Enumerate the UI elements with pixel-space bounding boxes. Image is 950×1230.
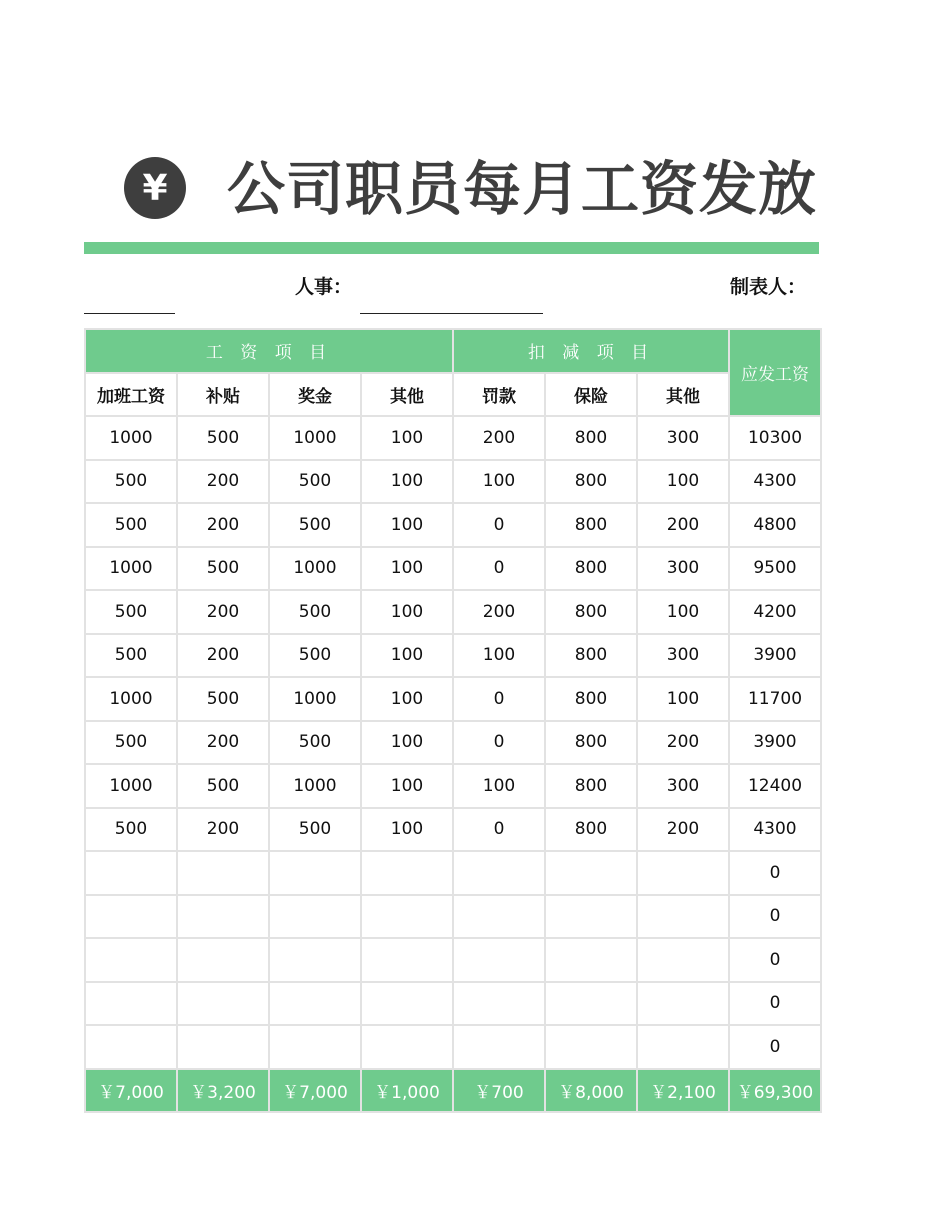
table-cell: 800 <box>545 460 637 504</box>
table-cell: 500 <box>269 503 361 547</box>
table-cell: 4300 <box>729 460 821 504</box>
net-pay-header: 应发工资 <box>729 329 821 416</box>
table-row <box>85 764 821 808</box>
table-cell: 100 <box>453 634 545 678</box>
table-row <box>85 634 821 678</box>
table-cell: 1000 <box>269 547 361 591</box>
table-cell <box>177 1025 269 1069</box>
table-cell: 100 <box>361 808 453 852</box>
table-cell <box>545 851 637 895</box>
table-cell: 11700 <box>729 677 821 721</box>
table-cell: 300 <box>637 547 729 591</box>
table-cell: 800 <box>545 677 637 721</box>
table-cell: 800 <box>545 721 637 765</box>
hr-signature-line <box>360 313 543 314</box>
table-cell <box>453 938 545 982</box>
yen-icon: ¥ <box>124 157 186 219</box>
table-cell: 100 <box>361 764 453 808</box>
signature-line-left <box>84 313 175 314</box>
header-allowance: 补贴 <box>177 373 269 417</box>
table-cell: 100 <box>453 460 545 504</box>
table-cell: 200 <box>453 416 545 460</box>
table-cell: 500 <box>85 503 177 547</box>
title-area <box>84 150 819 230</box>
table-cell: 0 <box>453 503 545 547</box>
table-cell <box>177 895 269 939</box>
table-row <box>85 503 821 547</box>
table-cell: 4200 <box>729 590 821 634</box>
table-cell: 4800 <box>729 503 821 547</box>
table-cell: 1000 <box>85 677 177 721</box>
page-title: 公司职员每月工资发放 <box>227 155 818 223</box>
table-row <box>85 547 821 591</box>
table-cell: 100 <box>637 590 729 634</box>
header-insurance: 保险 <box>545 373 637 417</box>
table-cell: 200 <box>637 503 729 547</box>
table-row <box>85 938 821 982</box>
table-cell <box>545 1025 637 1069</box>
table-cell: 500 <box>269 590 361 634</box>
table-cell: 100 <box>637 677 729 721</box>
table-cell: 0 <box>729 851 821 895</box>
table-cell: 10300 <box>729 416 821 460</box>
total-cell: ￥69,300 <box>729 1069 821 1113</box>
table-cell: 1000 <box>269 764 361 808</box>
table-cell: 200 <box>177 460 269 504</box>
table-cell: 1000 <box>85 764 177 808</box>
table-cell: 0 <box>729 895 821 939</box>
table-cell: 500 <box>177 416 269 460</box>
table-cell: 1000 <box>85 416 177 460</box>
table-cell <box>545 982 637 1026</box>
table-cell: 500 <box>177 547 269 591</box>
table-cell: 100 <box>361 721 453 765</box>
table-cell: 12400 <box>729 764 821 808</box>
table-row <box>85 851 821 895</box>
table-cell <box>361 895 453 939</box>
table-cell: 100 <box>361 590 453 634</box>
table-cell <box>85 895 177 939</box>
table-cell <box>269 895 361 939</box>
table-cell: 500 <box>269 460 361 504</box>
table-cell: 800 <box>545 547 637 591</box>
table-cell <box>545 895 637 939</box>
table-cell: 500 <box>85 590 177 634</box>
table-cell <box>637 938 729 982</box>
group-header-row <box>85 329 821 373</box>
table-cell: 100 <box>637 460 729 504</box>
table-cell: 3900 <box>729 721 821 765</box>
table-cell: 500 <box>85 634 177 678</box>
header-bonus: 奖金 <box>269 373 361 417</box>
table-cell <box>85 851 177 895</box>
total-cell: ￥2,100 <box>637 1069 729 1113</box>
table-cell: 0 <box>453 808 545 852</box>
table-cell: 200 <box>453 590 545 634</box>
table-cell <box>269 1025 361 1069</box>
table-cell: 0 <box>453 677 545 721</box>
table-cell: 300 <box>637 416 729 460</box>
table-cell: 800 <box>545 503 637 547</box>
sub-header-row <box>85 373 821 417</box>
table-row <box>85 677 821 721</box>
table-cell <box>361 938 453 982</box>
header-fine: 罚款 <box>453 373 545 417</box>
table-cell: 500 <box>85 460 177 504</box>
table-cell: 500 <box>269 808 361 852</box>
table-cell <box>361 1025 453 1069</box>
table-row <box>85 895 821 939</box>
table-cell <box>453 851 545 895</box>
table-row <box>85 416 821 460</box>
salary-items-header: 工 资 项 目 <box>85 329 453 373</box>
table-row <box>85 590 821 634</box>
table-cell: 0 <box>729 938 821 982</box>
table-cell <box>177 982 269 1026</box>
table-cell <box>453 982 545 1026</box>
maker-signature-label: 制表人： <box>730 276 807 298</box>
table-cell: 500 <box>269 634 361 678</box>
table-cell <box>545 938 637 982</box>
table-row <box>85 808 821 852</box>
table-cell: 500 <box>85 808 177 852</box>
table-cell: 500 <box>85 721 177 765</box>
table-cell <box>85 938 177 982</box>
table-cell <box>269 938 361 982</box>
table-cell: 800 <box>545 416 637 460</box>
title-underline-bar <box>84 242 819 254</box>
table-cell <box>453 1025 545 1069</box>
table-cell <box>85 1025 177 1069</box>
table-cell <box>637 982 729 1026</box>
table-cell: 200 <box>177 634 269 678</box>
total-cell: ￥8,000 <box>545 1069 637 1113</box>
table-cell: 100 <box>361 547 453 591</box>
table-cell: 100 <box>361 416 453 460</box>
table-cell <box>361 982 453 1026</box>
table-cell: 1000 <box>269 677 361 721</box>
table-cell: 200 <box>637 808 729 852</box>
table-row <box>85 460 821 504</box>
table-cell: 800 <box>545 590 637 634</box>
table-cell: 800 <box>545 764 637 808</box>
table-cell: 200 <box>177 808 269 852</box>
totals-row <box>85 1069 821 1113</box>
table-cell: 100 <box>361 503 453 547</box>
hr-signature-label: 人事： <box>295 276 353 298</box>
table-cell <box>177 938 269 982</box>
table-cell: 100 <box>361 677 453 721</box>
table-cell: 0 <box>453 547 545 591</box>
table-cell <box>453 895 545 939</box>
total-cell: ￥7,000 <box>85 1069 177 1113</box>
table-cell <box>637 1025 729 1069</box>
table-cell: 200 <box>177 590 269 634</box>
total-cell: ￥1,000 <box>361 1069 453 1113</box>
table-cell: 100 <box>453 764 545 808</box>
total-cell: ￥700 <box>453 1069 545 1113</box>
header-other-deduction: 其他 <box>637 373 729 417</box>
total-cell: ￥7,000 <box>269 1069 361 1113</box>
table-cell: 200 <box>177 721 269 765</box>
table-cell: 800 <box>545 808 637 852</box>
table-cell: 500 <box>269 721 361 765</box>
salary-table <box>84 328 822 1113</box>
table-cell: 100 <box>361 460 453 504</box>
table-cell: 200 <box>637 721 729 765</box>
table-cell: 500 <box>177 677 269 721</box>
table-cell: 800 <box>545 634 637 678</box>
table-row <box>85 721 821 765</box>
table-cell <box>361 851 453 895</box>
table-cell: 1000 <box>85 547 177 591</box>
total-cell: ￥3,200 <box>177 1069 269 1113</box>
table-cell: 500 <box>177 764 269 808</box>
table-cell <box>177 851 269 895</box>
table-cell <box>637 851 729 895</box>
header-other-income: 其他 <box>361 373 453 417</box>
table-cell: 0 <box>729 1025 821 1069</box>
table-cell: 3900 <box>729 634 821 678</box>
table-row <box>85 1025 821 1069</box>
table-cell <box>637 895 729 939</box>
table-cell <box>269 982 361 1026</box>
header-overtime: 加班工资 <box>85 373 177 417</box>
table-cell <box>269 851 361 895</box>
table-cell: 0 <box>729 982 821 1026</box>
table-cell: 100 <box>361 634 453 678</box>
table-cell <box>85 982 177 1026</box>
deduction-items-header: 扣 减 项 目 <box>453 329 729 373</box>
table-cell: 300 <box>637 634 729 678</box>
table-row <box>85 982 821 1026</box>
table-cell: 0 <box>453 721 545 765</box>
table-cell: 200 <box>177 503 269 547</box>
table-cell: 9500 <box>729 547 821 591</box>
table-cell: 4300 <box>729 808 821 852</box>
table-cell: 1000 <box>269 416 361 460</box>
table-cell: 300 <box>637 764 729 808</box>
